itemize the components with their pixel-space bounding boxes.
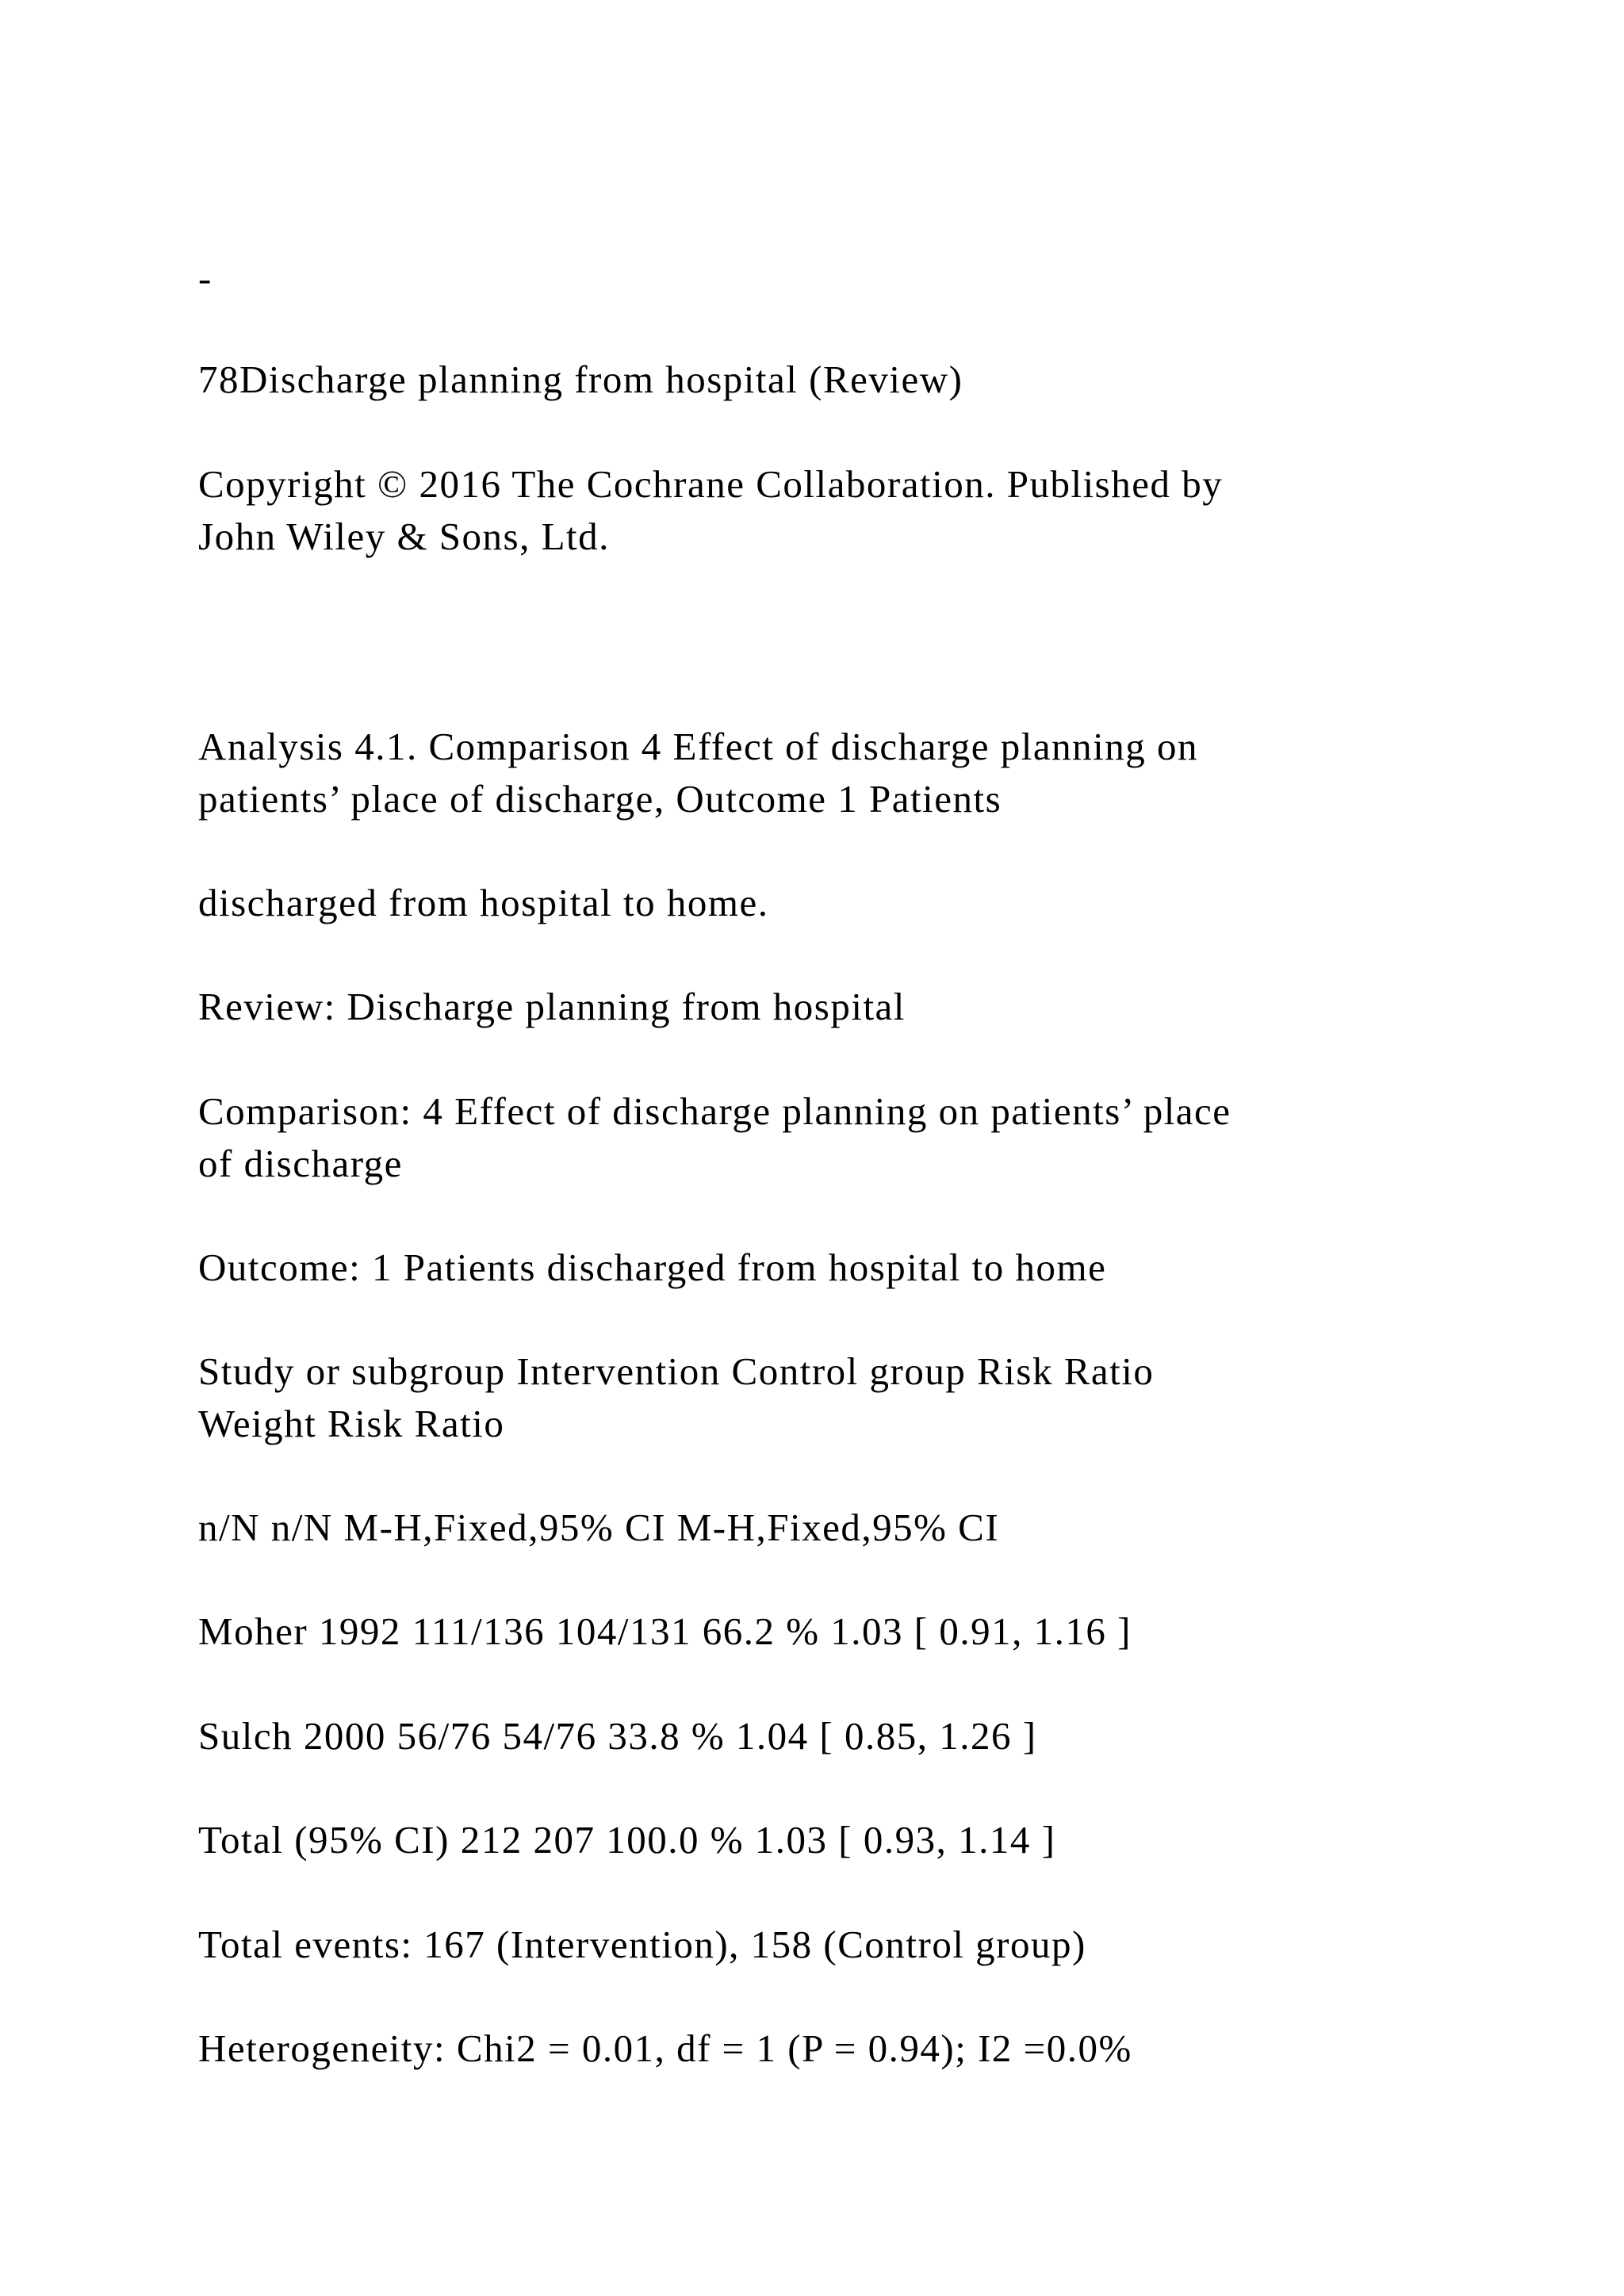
analysis-title-line-3: discharged from hospital to home.: [198, 881, 769, 924]
review-line: Review: Discharge planning from hospital: [198, 985, 906, 1028]
table-row: Moher 1992 111/136 104/131 66.2 % 1.03 [ 0.91, 1.16 ]: [198, 1609, 1132, 1653]
total-events: Total events: 167 (Intervention), 158 (Control group): [198, 1923, 1086, 1966]
table-subheader: n/N n/N M-H,Fixed,95% CI M-H,Fixed,95% CI: [198, 1506, 1000, 1549]
copyright-line-2: John Wiley & Sons, Ltd.: [198, 515, 610, 558]
copyright-line-1: Copyright © 2016 The Cochrane Collaboration. Published by: [198, 462, 1224, 506]
comparison-line: [198, 1085, 1231, 1190]
table-row-total: Total (95% CI) 212 207 100.0 % 1.03 [ 0.93, 1.14 ]: [198, 1818, 1056, 1862]
analysis-title-line-1: Analysis 4.1. Comparison 4 Effect of discharge planning on: [198, 725, 1198, 768]
comparison-line-2: of discharge: [198, 1142, 403, 1185]
analysis-title-line-2: patients’ place of discharge, Outcome 1 Patients: [198, 777, 1002, 821]
table-header: [198, 1345, 1154, 1450]
table-row: Sulch 2000 56/76 54/76 33.8 % 1.04 [ 0.85, 1.26 ]: [198, 1714, 1037, 1758]
comparison-line-1: Comparison: 4 Effect of discharge planning on patients’ place: [198, 1089, 1231, 1133]
copyright-notice: [198, 458, 1223, 563]
outcome-line: Outcome: 1 Patients discharged from hospital to home: [198, 1246, 1107, 1289]
analysis-title: [198, 721, 1198, 825]
running-title: 78Discharge planning from hospital (Review): [198, 358, 963, 401]
dash-marker: -: [198, 256, 213, 300]
heterogeneity: Heterogeneity: Chi2 = 0.01, df = 1 (P = 0.94); I2 =0.0%: [198, 2026, 1132, 2070]
table-header-line-1: Study or subgroup Intervention Control group Risk Ratio: [198, 1349, 1155, 1393]
table-header-line-2: Weight Risk Ratio: [198, 1402, 505, 1445]
